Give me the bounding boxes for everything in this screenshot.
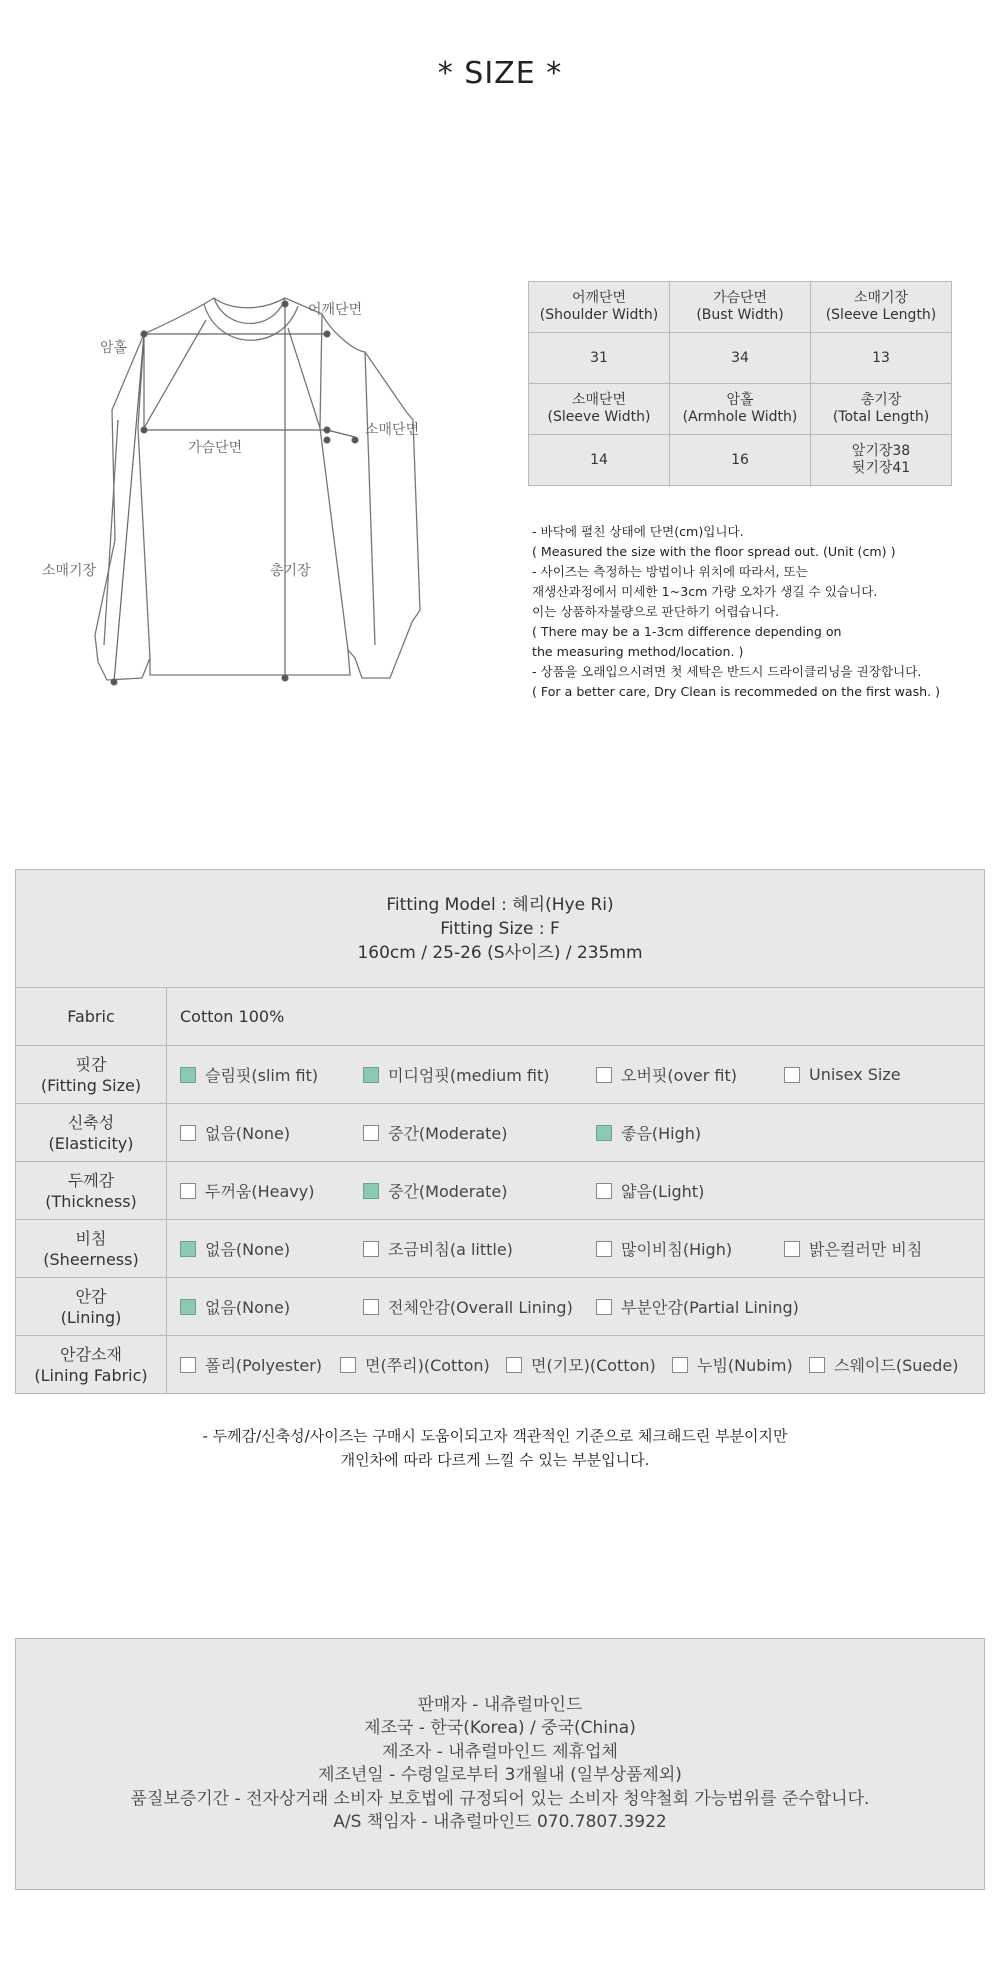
fitting-model-header — [16, 870, 985, 988]
fabric-value-cell — [167, 988, 985, 1046]
sweater-illustration — [30, 280, 480, 700]
note-line: - 사이즈는 측정하는 방법이나 위치에 따라서, 또는 — [532, 564, 808, 579]
checkbox-option — [180, 1179, 363, 1202]
checkbox-checked — [363, 1067, 379, 1083]
checkbox-option — [363, 1121, 596, 1144]
checkbox-option — [180, 1063, 363, 1086]
checkbox-unchecked — [180, 1125, 196, 1141]
checkbox-unchecked — [363, 1125, 379, 1141]
size-header-armhole: 암홀 (Armhole Width) — [670, 384, 811, 435]
checkbox-checked — [180, 1067, 196, 1083]
checkbox-label: 많이비침(High) — [621, 1240, 733, 1259]
checkbox-unchecked — [363, 1299, 379, 1315]
label-shoulder-width: 어깨단면 — [308, 302, 363, 318]
checkbox-label: 부분안감(Partial Lining) — [621, 1298, 799, 1317]
checkbox-option — [596, 1121, 784, 1144]
size-value-sleeve-width: 14 — [529, 435, 670, 486]
fit-disclaimer — [0, 1424, 990, 1472]
fitting-size: Fitting Size : F — [440, 918, 560, 939]
checkbox-checked — [596, 1125, 612, 1141]
checkbox-option — [340, 1353, 506, 1376]
checkbox-unchecked — [596, 1299, 612, 1315]
checkbox-option — [672, 1353, 809, 1376]
checkbox-option — [363, 1179, 596, 1202]
checkbox-option — [809, 1353, 969, 1376]
checkbox-unchecked — [809, 1357, 825, 1373]
checkbox-label: 면(쭈리)(Cotton) — [365, 1356, 490, 1375]
size-value-row — [529, 435, 952, 486]
checkbox-unchecked — [672, 1357, 688, 1373]
checkbox-label: 좋음(High) — [621, 1124, 702, 1143]
checkbox-option — [596, 1063, 784, 1086]
checkbox-checked — [180, 1299, 196, 1315]
label-bust-width: 가슴단면 — [188, 440, 243, 456]
checkbox-unchecked — [180, 1357, 196, 1373]
garment-diagram — [30, 280, 480, 700]
checkbox-label: 오버핏(over fit) — [621, 1066, 737, 1085]
row-label-lining-fabric: 안감소재 (Lining Fabric) — [16, 1336, 167, 1394]
note-line: 재생산과정에서 미세한 1~3cm 가량 오차가 생길 수 있습니다. — [532, 584, 878, 599]
measurement-notes — [532, 522, 972, 702]
label-armhole: 암홀 — [100, 340, 128, 356]
checkbox-option — [596, 1237, 784, 1260]
row-options-thickness — [167, 1162, 985, 1220]
checkbox-unchecked — [180, 1183, 196, 1199]
checkbox-label: Unisex Size — [809, 1065, 901, 1084]
checkbox-unchecked — [596, 1183, 612, 1199]
manufacture-country-line: 제조국 - 한국(Korea) / 중국(China) — [364, 1718, 636, 1738]
note-line: 이는 상품하자불량으로 판단하기 어렵습니다. — [532, 604, 780, 619]
checkbox-label: 조금비침(a little) — [388, 1240, 513, 1259]
seller-line: 판매자 - 내츄럴마인드 — [417, 1694, 583, 1715]
row-options-fitting-size — [167, 1046, 985, 1104]
checkbox-label: 중간(Moderate) — [388, 1182, 508, 1201]
checkbox-option — [596, 1179, 784, 1202]
checkbox-option — [180, 1353, 340, 1376]
size-header-shoulder: 어깨단면 (Shoulder Width) — [529, 282, 670, 333]
size-value-shoulder: 31 — [529, 333, 670, 384]
size-value-armhole: 16 — [670, 435, 811, 486]
row-label-lining: 안감 (Lining) — [16, 1278, 167, 1336]
label-sleeve-width: 소매단면 — [365, 422, 420, 438]
checkbox-label: 밝은컬러만 비침 — [809, 1240, 923, 1259]
size-value-sleeve-length: 13 — [811, 333, 952, 384]
note-line: ( For a better care, Dry Clean is recommeded on the first wash. ) — [532, 684, 941, 699]
checkbox-checked — [363, 1183, 379, 1199]
checkbox-unchecked — [596, 1241, 612, 1257]
checkbox-option — [363, 1063, 596, 1086]
note-line: - 바닥에 펼친 상태에 단면(cm)입니다. — [532, 524, 744, 539]
label-sleeve-length: 소매기장 — [42, 563, 97, 579]
checkbox-label: 미디엄핏(medium fit) — [388, 1066, 550, 1085]
fabric-value: Cotton 100% — [180, 1007, 285, 1026]
checkbox-checked — [180, 1241, 196, 1257]
note-line: the measuring method/location. ) — [532, 644, 744, 659]
row-options-sheerness — [167, 1220, 985, 1278]
fabric-label: Fabric — [16, 988, 167, 1046]
checkbox-option — [784, 1237, 984, 1260]
checkbox-label: 슬림핏(slim fit) — [205, 1066, 319, 1085]
checkbox-unchecked — [340, 1357, 356, 1373]
checkbox-label: 없음(None) — [205, 1240, 291, 1259]
size-value-bust: 34 — [670, 333, 811, 384]
checkbox-unchecked — [784, 1067, 800, 1083]
row-label-elasticity: 신축성 (Elasticity) — [16, 1104, 167, 1162]
checkbox-option — [363, 1237, 596, 1260]
fitting-info-table — [15, 869, 985, 1394]
row-options-elasticity — [167, 1104, 985, 1162]
checkbox-label: 얇음(Light) — [621, 1182, 705, 1201]
size-table — [528, 281, 952, 486]
checkbox-option — [506, 1353, 672, 1376]
row-label-thickness: 두께감 (Thickness) — [16, 1162, 167, 1220]
page-title: * SIZE * — [437, 56, 563, 91]
row-options-lining — [167, 1278, 985, 1336]
note-line: ( There may be a 1-3cm difference depending on — [532, 624, 842, 639]
size-value-row — [529, 333, 952, 384]
checkbox-unchecked — [784, 1241, 800, 1257]
disclaimer-line: 개인차에 따라 다르게 느낄 수 있는 부분입니다. — [340, 1451, 650, 1469]
label-total-length: 총기장 — [270, 563, 311, 579]
row-options-lining-fabric — [167, 1336, 985, 1394]
checkbox-label: 스웨이드(Suede) — [834, 1356, 959, 1375]
checkbox-label: 누빔(Nubim) — [697, 1356, 793, 1375]
checkbox-unchecked — [506, 1357, 522, 1373]
size-value-total-length: 앞기장38 뒷기장41 — [811, 435, 952, 486]
checkbox-unchecked — [596, 1067, 612, 1083]
size-header-row — [529, 384, 952, 435]
checkbox-label: 폴리(Polyester) — [205, 1356, 323, 1375]
size-header-row — [529, 282, 952, 333]
checkbox-label: 없음(None) — [205, 1124, 291, 1143]
checkbox-label: 없음(None) — [205, 1298, 291, 1317]
checkbox-option — [180, 1121, 363, 1144]
row-label-fitting-size: 핏감 (Fitting Size) — [16, 1046, 167, 1104]
checkbox-label: 면(기모)(Cotton) — [531, 1356, 656, 1375]
size-header-bust: 가슴단면 (Bust Width) — [670, 282, 811, 333]
checkbox-option — [363, 1295, 596, 1318]
checkbox-option — [784, 1065, 984, 1084]
manufacturer-line: 제조자 - 내츄럴마인드 제휴업체 — [382, 1741, 618, 1762]
checkbox-option — [596, 1295, 799, 1318]
checkbox-label: 중간(Moderate) — [388, 1124, 508, 1143]
size-header-sleeve-width: 소매단면 (Sleeve Width) — [529, 384, 670, 435]
size-header-total-length: 총기장 (Total Length) — [811, 384, 952, 435]
note-line: ( Measured the size with the floor spread out. (Unit (cm) ) — [532, 544, 896, 559]
checkbox-option — [180, 1295, 363, 1318]
note-line: - 상품을 오래입으시려면 첫 세탁은 반드시 드라이클리닝을 권장합니다. — [532, 664, 922, 679]
size-header-sleeve-length: 소매기장 (Sleeve Length) — [811, 282, 952, 333]
checkbox-label: 전체안감(Overall Lining) — [388, 1298, 573, 1317]
checkbox-label: 두꺼움(Heavy) — [205, 1182, 315, 1201]
fitting-measurements: 160cm / 25-26 (S사이즈) / 235mm — [357, 942, 643, 963]
as-contact-line: A/S 책임자 - 내츄럴마인드 070.7807.3922 — [333, 1812, 667, 1832]
manufacture-date-line: 제조년일 - 수령일로부터 3개월내 (일부상품제외) — [318, 1765, 682, 1785]
seller-info-panel — [15, 1638, 985, 1890]
row-label-sheerness: 비침 (Sheerness) — [16, 1220, 167, 1278]
disclaimer-line: - 두께감/신축성/사이즈는 구매시 도움이되고자 객관적인 기준으로 체크해드린 부분이지만 — [202, 1427, 788, 1445]
checkbox-option — [180, 1237, 363, 1260]
warranty-line: 품질보증기간 - 전자상거래 소비자 보호법에 규정되어 있는 소비자 청약철회 가능범위를 준수합니다. — [130, 1788, 870, 1809]
checkbox-unchecked — [363, 1241, 379, 1257]
fitting-model: Fitting Model : 혜리(Hye Ri) — [386, 894, 614, 915]
